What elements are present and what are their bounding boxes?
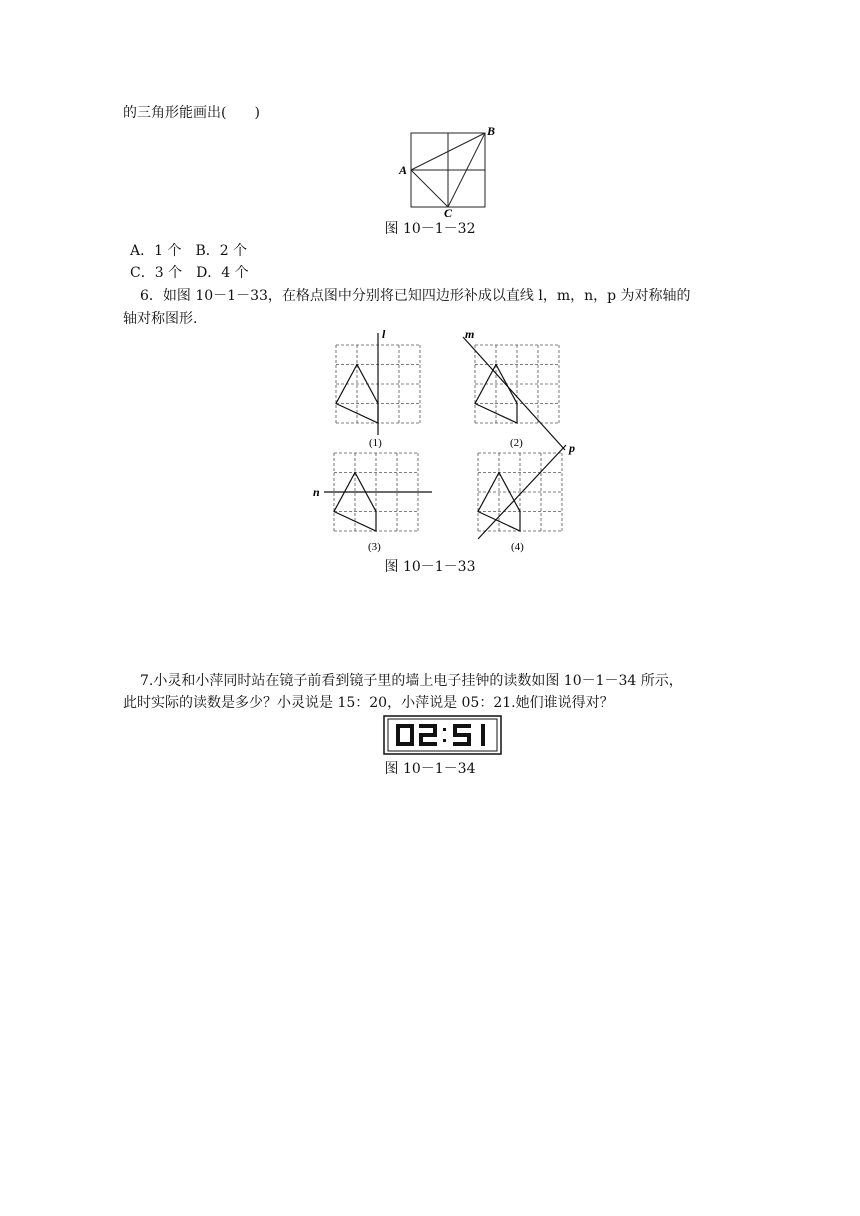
axis-l-label: l — [382, 327, 386, 341]
axis-p-label: p — [569, 441, 575, 455]
subfigure-1 — [336, 333, 420, 435]
segment-ac — [411, 170, 448, 207]
subfigure-3 — [324, 453, 432, 531]
figure-caption-34: 图 10－1－34 — [384, 761, 476, 777]
point-a-label: A — [399, 163, 408, 177]
figure-10-1-33 — [305, 326, 590, 556]
q6-stem-line2: 轴对称图形. — [123, 311, 198, 327]
q5-stem-tail: 的三角形能画出( ) — [123, 105, 260, 121]
q5-options-cd: C．3 个 D．4 个 — [130, 265, 249, 281]
subfigure-2-label: (2) — [510, 437, 523, 449]
q7-stem-line2: 此时实际的读数是多少？小灵说是 15：20，小萍说是 05：21.她们谁说得对？ — [123, 695, 614, 711]
subfigure-4 — [478, 445, 566, 539]
clock-digit-1 — [481, 724, 485, 746]
point-c-label: C — [444, 206, 453, 218]
axis-p — [478, 445, 566, 539]
q7-stem-line1: 7.小灵和小萍同时站在镜子前看到镜子里的墙上电子挂钟的读数如图 10－1－34 所示， — [140, 673, 683, 689]
axis-n-label: n — [313, 485, 320, 499]
figure-caption-32: 图 10－1－32 — [384, 221, 476, 237]
subfigure-2 — [463, 337, 565, 450]
q5-options-ab: A．1 个 B．2 个 — [130, 243, 248, 259]
subfigure-4-label: (4) — [511, 541, 524, 553]
subfigure-3-label: (3) — [368, 541, 381, 553]
axis-m-label: m — [465, 327, 475, 341]
q6-stem-line1: 6．如图 10－1－33，在格点图中分别将已知四边形补成以直线 l，m，n，p 为对称轴的 — [140, 288, 691, 304]
figure-10-1-34-clock — [383, 715, 503, 757]
figure-caption-33: 图 10－1－33 — [384, 559, 476, 575]
clock-digit-5 — [453, 724, 471, 746]
axis-m — [463, 337, 565, 450]
clock-digit-2 — [419, 724, 437, 746]
point-b-label: B — [487, 124, 495, 138]
subfigure-1-label: (1) — [369, 437, 382, 449]
figure-10-1-32 — [395, 124, 495, 218]
